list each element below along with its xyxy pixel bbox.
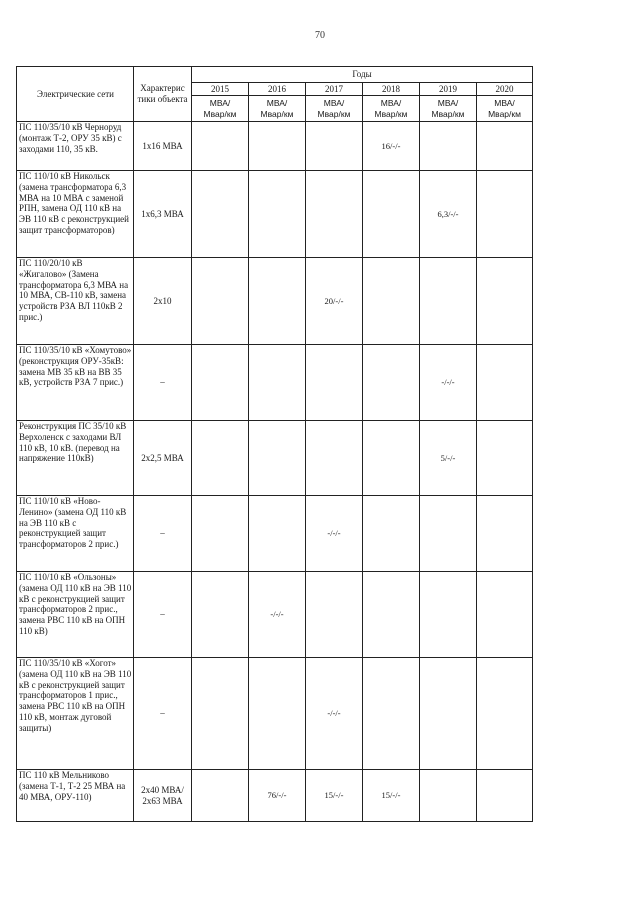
year-value [192,770,249,822]
page-number: 70 [315,30,325,41]
year-value [192,421,249,496]
year-value [249,122,306,171]
network-name: ПС 110/10 кВ Никольск (замена трансформатора 6,3 МВА на 10 МВА с заменой РПН, замена ОД 110 кВ на ЭВ 110 кВ с реконструкцией защит трансформаторов) [17,171,134,258]
header-year: 2018 [363,83,420,96]
year-value [306,421,363,496]
header-unit: МВА/ Мвар/км [249,96,306,122]
year-value [306,122,363,171]
year-value: -/-/- [306,496,363,572]
year-value [420,122,477,171]
header-networks: Электрические сети [17,67,134,122]
network-name: ПС 110/35/10 кВ Черноруд (монтаж Т-2, ОРУ 35 кВ) с заходами 110, 35 кВ. [17,122,134,171]
year-value: 15/-/- [363,770,420,822]
year-value [192,496,249,572]
year-value [420,572,477,658]
header-year: 2019 [420,83,477,96]
year-value [192,572,249,658]
header-unit: МВА/ Мвар/км [420,96,477,122]
year-value [363,171,420,258]
year-value: 76/-/- [249,770,306,822]
year-value [192,122,249,171]
year-value [363,345,420,421]
header-year: 2017 [306,83,363,96]
table-row [17,122,533,171]
year-value [249,658,306,770]
investment-table [16,66,533,822]
table-row [17,421,533,496]
network-name: ПС 110/20/10 кВ «Жигалово» (Замена трансформатора 6,3 МВА на 10 МВА, СВ-110 кВ, замена устройств РЗА ВЛ 110кВ 2 прис.) [17,258,134,345]
table-row [17,171,533,258]
network-name: ПС 110/35/10 кВ «Хогот» (замена ОД 110 кВ на ЭВ 110 кВ с реконструкцией защит трансформаторов 1 прис., замена РВС 110 кВ на ОПН 110 кВ, монтаж дуговой защиты) [17,658,134,770]
header-unit: МВА/ Мвар/км [477,96,533,122]
header-year: 2020 [477,83,533,96]
year-value [192,345,249,421]
year-value [363,258,420,345]
year-value [249,496,306,572]
year-value [477,258,533,345]
header-characteristics: Характерис тики объекта [134,67,192,122]
header-years-group: Годы [192,67,533,83]
year-value [477,345,533,421]
year-value [306,171,363,258]
year-value [477,171,533,258]
year-value [306,345,363,421]
year-value [420,258,477,345]
table-row [17,658,533,770]
network-name: ПС 110 кВ Мельниково (замена Т-1, Т-2 25 МВА на 40 МВА, ОРУ-110) [17,770,134,822]
object-characteristic: 1х6,3 МВА [134,171,192,258]
object-characteristic: 2х2,5 МВА [134,421,192,496]
year-value [249,171,306,258]
year-value [249,421,306,496]
year-value [477,770,533,822]
year-value [192,658,249,770]
year-value [477,122,533,171]
year-value [363,572,420,658]
year-value: 5/-/- [420,421,477,496]
year-value: -/-/- [420,345,477,421]
header-unit: МВА/ Мвар/км [306,96,363,122]
object-characteristic: 1х16 МВА [134,122,192,171]
year-value: -/-/- [306,658,363,770]
year-value: 15/-/- [306,770,363,822]
object-characteristic: 2х10 [134,258,192,345]
object-characteristic: – [134,496,192,572]
year-value: 6,3/-/- [420,171,477,258]
year-value [249,345,306,421]
year-value [420,770,477,822]
year-value [420,496,477,572]
year-value [192,258,249,345]
header-unit: МВА/ Мвар/км [363,96,420,122]
table-row [17,770,533,822]
year-value [363,496,420,572]
year-value [192,171,249,258]
year-value: 16/-/- [363,122,420,171]
network-name: ПС 110/10 кВ «Ользоны» (замена ОД 110 кВ на ЭВ 110 кВ с реконструкцией защит трансформаторов 2 прис., замена РВС 110 кВ на ОПН 110 кВ) [17,572,134,658]
year-value [477,572,533,658]
year-value [420,658,477,770]
year-value [363,421,420,496]
year-value [477,421,533,496]
year-value [363,658,420,770]
table-row [17,496,533,572]
object-characteristic: – [134,658,192,770]
object-characteristic: 2х40 МВА/ 2х63 МВА [134,770,192,822]
header-unit: МВА/ Мвар/км [192,96,249,122]
year-value [477,658,533,770]
year-value [477,496,533,572]
table-row [17,258,533,345]
header-year: 2016 [249,83,306,96]
network-name: ПС 110/10 кВ «Ново-Ленино» (замена ОД 110 кВ на ЭВ 110 кВ с реконструкцией защит трансформаторов 2 прис.) [17,496,134,572]
year-value [249,258,306,345]
network-name: Реконструкция ПС 35/10 кВ Верхоленск с заходами ВЛ 110 кВ, 10 кВ. (перевод на напряжение 110кВ) [17,421,134,496]
table-row [17,572,533,658]
year-value: -/-/- [249,572,306,658]
object-characteristic: – [134,345,192,421]
year-value: 20/-/- [306,258,363,345]
table-row [17,345,533,421]
year-value [306,572,363,658]
header-year: 2015 [192,83,249,96]
object-characteristic: – [134,572,192,658]
network-name: ПС 110/35/10 кВ «Хомутово» (реконструкция ОРУ-35кВ: замена МВ 35 кВ на ВВ 35 кВ, устройств РЗА 7 прис.) [17,345,134,421]
